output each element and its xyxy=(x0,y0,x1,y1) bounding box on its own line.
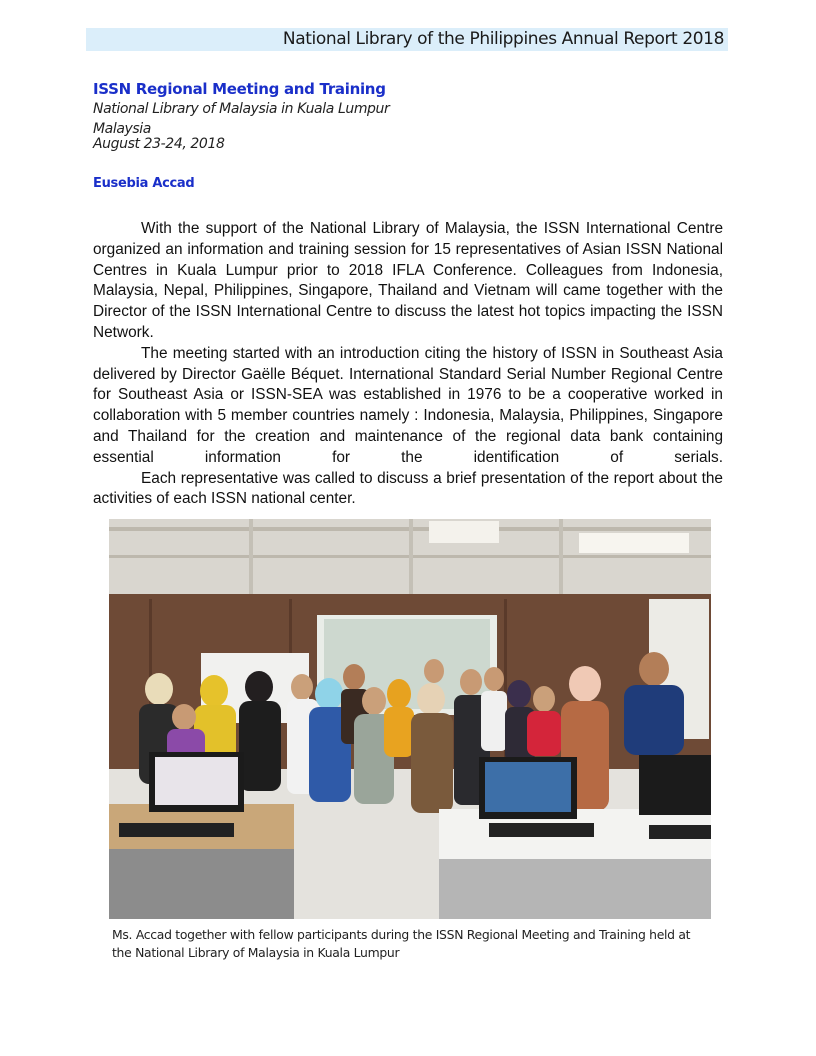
paragraph-3: Each representative was called to discuss a brief presentation of the report about the activities of each ISSN national center. xyxy=(93,469,723,508)
article-dates: August 23-24, 2018 xyxy=(93,136,225,152)
paragraph-2: The meeting started with an introduction citing the history of ISSN in Southeast Asia delivered by Director Gaëlle Béquet. International Standard Serial Number Regional Centre for Southeast Asia or ISSN-SEA was established in 1976 to be a cooperative worked in collaboration with 5 member countries namely : Indonesia, Malaysia, Philippines, Singapore and Thailand for the creation and maintenance of the regional data bank containing essential information for the identification of serials. xyxy=(93,344,723,466)
photo-caption: Ms. Accad together with fellow participants during the ISSN Regional Meeting and Training held at the National Library of Malaysia in Kuala Lumpur xyxy=(112,927,691,960)
group-photo xyxy=(109,519,711,919)
report-header-bar xyxy=(86,28,728,51)
article-venue: National Library of Malaysia in Kuala Lumpur xyxy=(93,101,390,117)
paragraph-1: With the support of the National Library of Malaysia, the ISSN International Centre organized an information and training session for 15 representatives of Asian ISSN National Centres in Kuala Lumpur prior to 2018 IFLA Conference. Colleagues from Indonesia, Malaysia, Nepal, Philippines, Singapore, Thailand and Vietnam will came together with the Director of the ISSN International Centre to discuss the latest hot topics impacting the ISSN Network. xyxy=(93,220,723,341)
article-body xyxy=(93,219,723,510)
article-country: Malaysia xyxy=(93,121,151,137)
article-author: Eusebia Accad xyxy=(93,176,195,191)
group-photo-illustration xyxy=(109,519,711,919)
report-header-title: National Library of the Philippines Annual Report 2018 xyxy=(282,29,724,49)
article-title: ISSN Regional Meeting and Training xyxy=(93,80,386,98)
